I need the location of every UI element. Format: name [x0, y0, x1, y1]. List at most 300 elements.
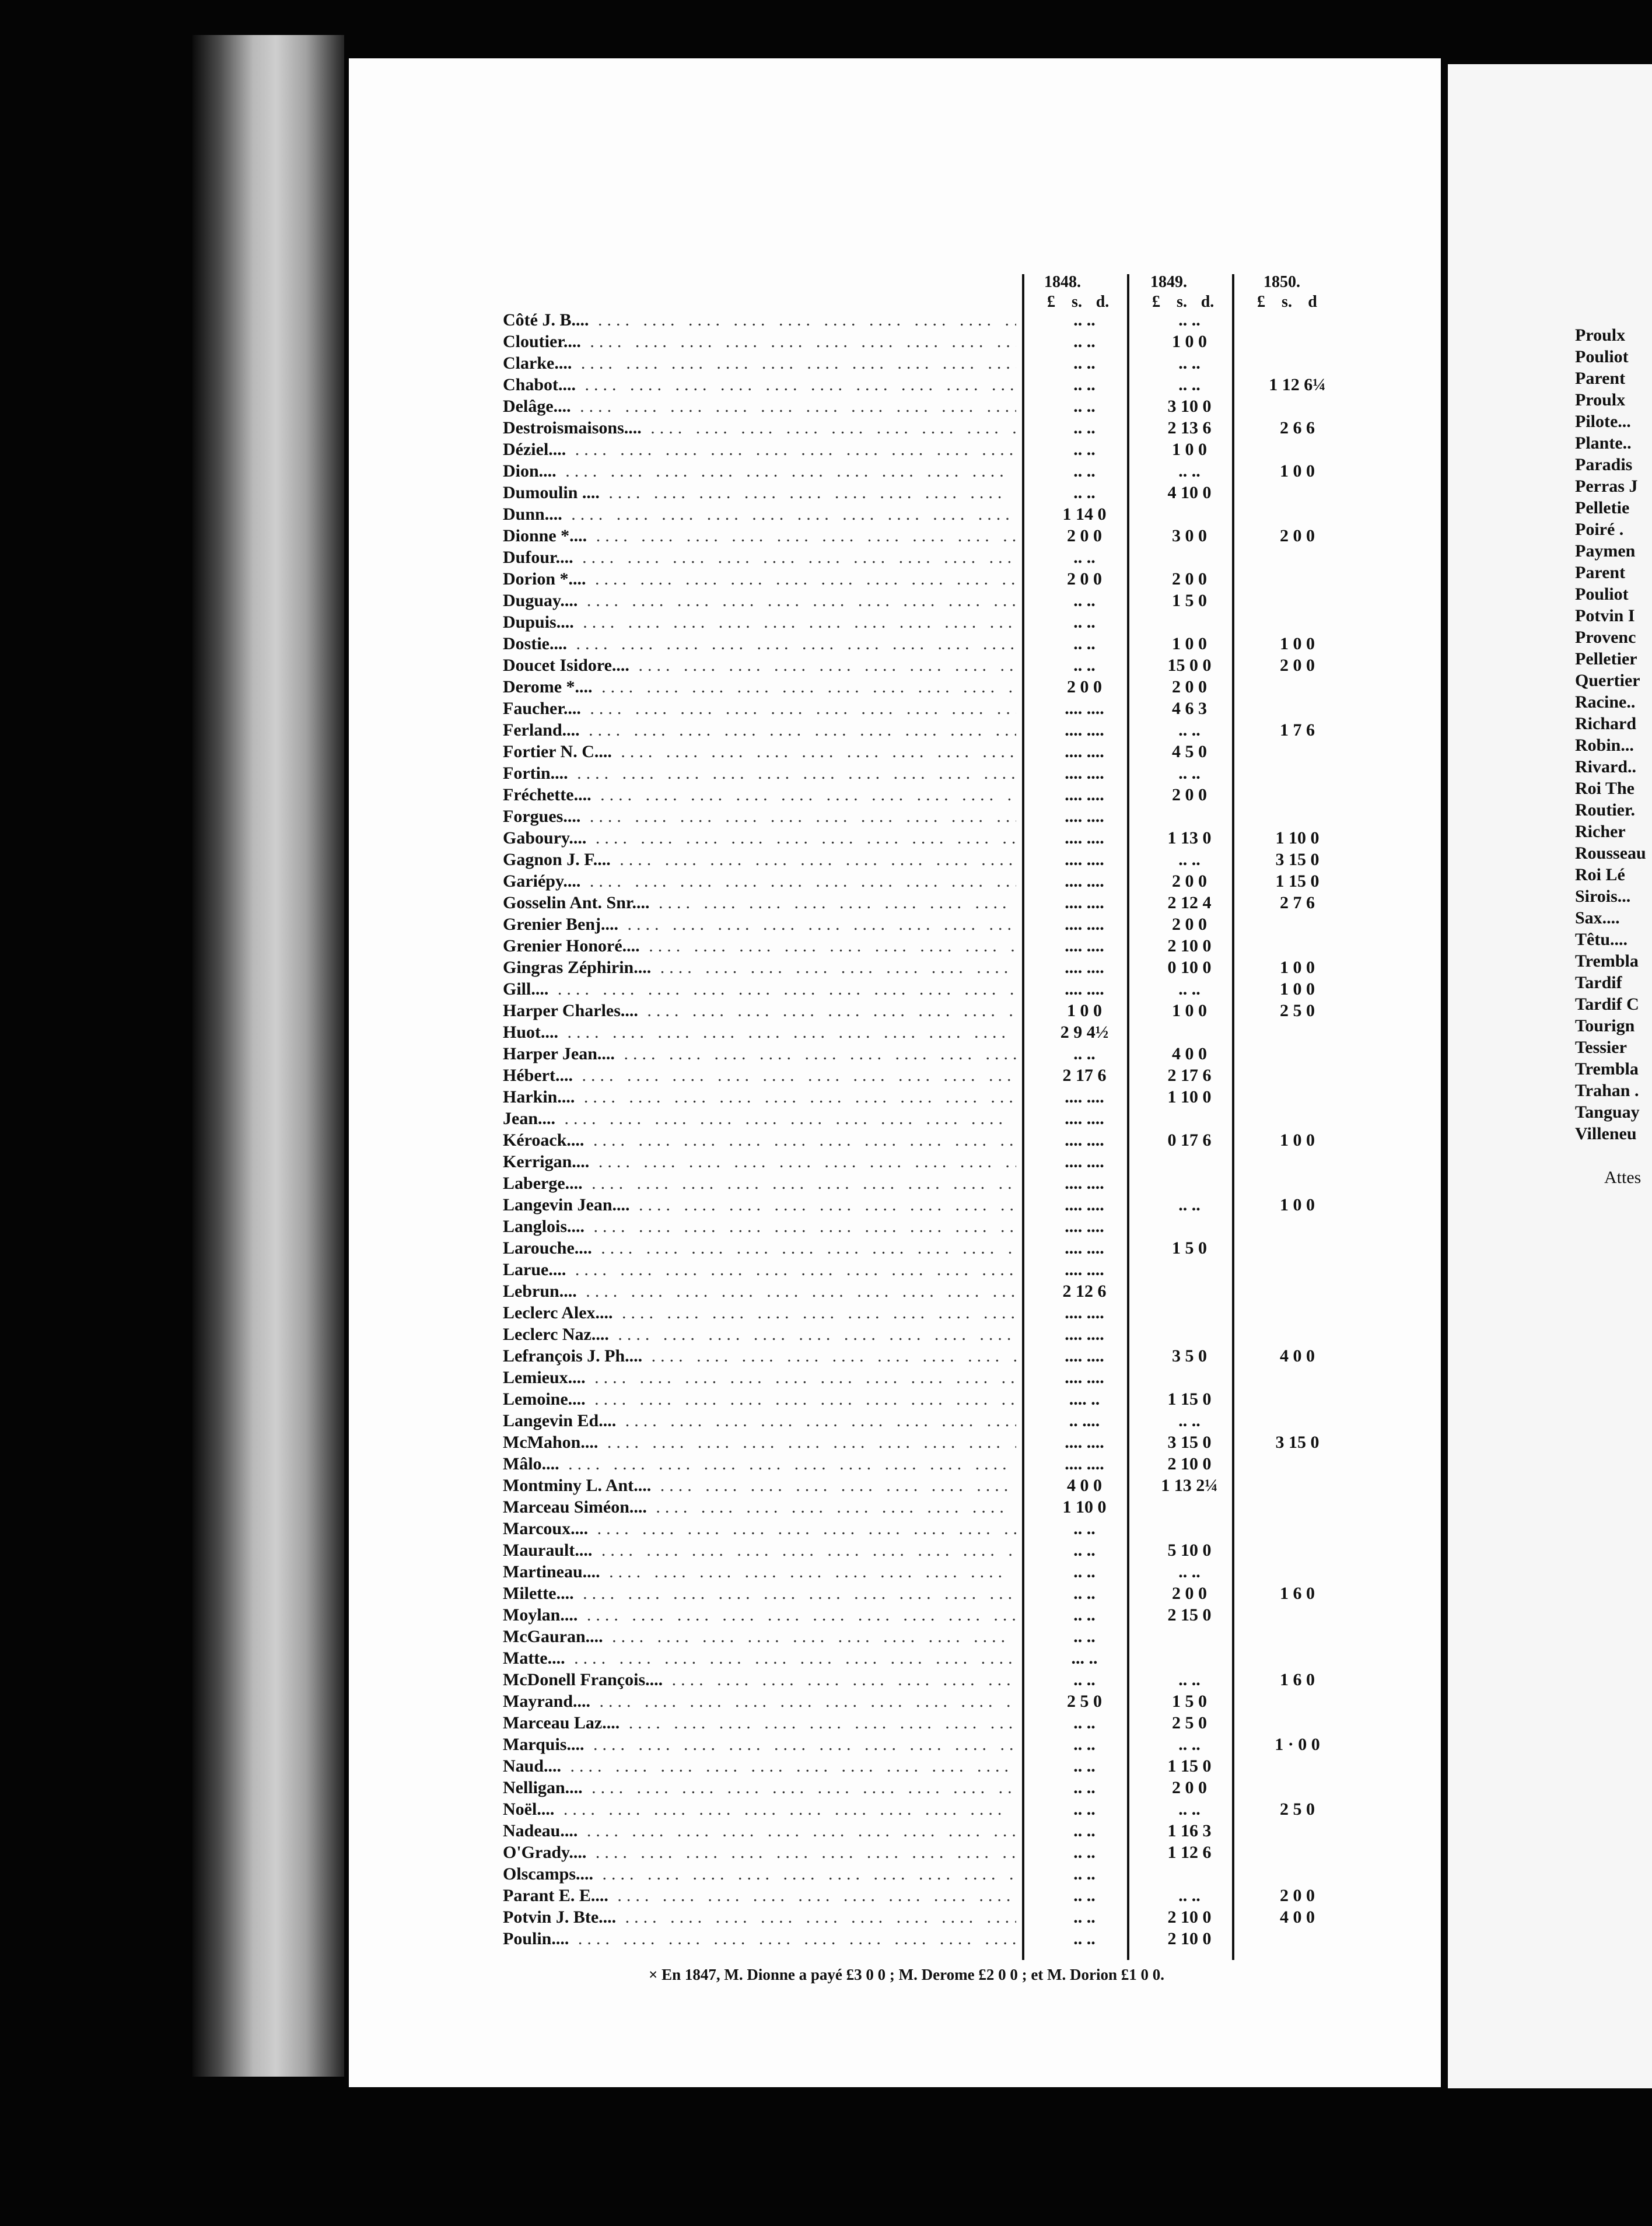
- amount-1848: .. ..: [1073, 1864, 1096, 1884]
- amount-1849: 1 15 0: [1167, 1390, 1212, 1409]
- table-row: [503, 397, 1250, 418]
- amount-1848: .. ..: [1073, 1843, 1096, 1862]
- subscriber-name: Marceau Siméon.... ....: [503, 1497, 1016, 1517]
- amount-1849: 2 0 0: [1172, 872, 1207, 891]
- amount-1850: 3 15 0: [1275, 1433, 1320, 1452]
- amount-1848: .. ....: [1069, 1411, 1100, 1430]
- table-row: [503, 1908, 1315, 1929]
- subscriber-name: Gosselin Ant. Snr.... ....: [503, 893, 1016, 913]
- amount-1848: .. ..: [1073, 354, 1096, 373]
- table-row: [503, 656, 1315, 677]
- subscriber-name: Noël.... ....: [503, 1800, 1016, 1819]
- amount-1848: .. ..: [1073, 1627, 1096, 1646]
- amount-1848: .. ..: [1073, 1584, 1096, 1603]
- amount-1848: 1 10 0: [1062, 1497, 1107, 1517]
- table-row: [503, 1756, 1250, 1778]
- subscriber-name: Derome *.... ....: [503, 677, 1016, 697]
- table-row: [503, 1713, 1250, 1735]
- facing-page-name: Quertier: [1575, 671, 1640, 690]
- amount-1849: 4 0 0: [1172, 1044, 1207, 1063]
- amount-1849: .. ..: [1178, 1670, 1200, 1689]
- amount-1849: 1 12 6: [1167, 1843, 1212, 1862]
- amount-1850: 2 5 0: [1280, 1800, 1315, 1819]
- amount-1848: .... ....: [1065, 1238, 1104, 1258]
- subscriber-name: McMahon.... ....: [503, 1433, 1016, 1452]
- table-row: [503, 872, 1320, 893]
- amount-1849: 1 0 0: [1172, 1001, 1207, 1020]
- facing-page-name: Provenc: [1575, 628, 1636, 647]
- subscriber-name: Mâlo.... ....: [503, 1454, 1016, 1474]
- amount-1848: .... ....: [1065, 1217, 1104, 1236]
- amount-1848: 2 0 0: [1067, 526, 1102, 545]
- amount-1848: .. ..: [1073, 483, 1096, 502]
- subscriber-name: Milette.... ....: [503, 1584, 1016, 1604]
- facing-page-name: Paymen: [1575, 541, 1636, 561]
- footnote: × En 1847, M. Dionne a payé £3 0 0 ; M. Derome £2 0 0 ; et M. Dorion £1 0 0.: [649, 1966, 1165, 1983]
- table-row: [503, 1282, 1250, 1303]
- amount-1848: .. ..: [1073, 1756, 1096, 1776]
- amount-1850: 1 12 6¼: [1269, 375, 1326, 394]
- table-row: [503, 461, 1315, 483]
- amount-1849: 2 0 0: [1172, 785, 1207, 804]
- table-row: [503, 1195, 1315, 1217]
- amount-1848: .... ....: [1065, 1195, 1104, 1214]
- subscriber-name: Harper Charles.... ....: [503, 1001, 1016, 1021]
- amount-1848: .. ..: [1073, 1929, 1096, 1948]
- table-row: [503, 1864, 1250, 1886]
- table-row: [503, 807, 1250, 828]
- facing-page-name: Trahan .: [1575, 1081, 1639, 1100]
- amount-1849: 3 10 0: [1167, 397, 1212, 416]
- table-row: [503, 1584, 1315, 1605]
- unit-pound: £: [1152, 293, 1160, 311]
- amount-1848: .... ....: [1065, 979, 1104, 999]
- table-row: [503, 612, 1250, 634]
- amount-1849: .. ..: [1178, 1195, 1200, 1214]
- subscriber-name: Lemoine.... ....: [503, 1390, 1016, 1409]
- subscriber-name: McGauran.... ....: [503, 1627, 1016, 1647]
- table-row: [503, 1605, 1250, 1627]
- facing-page-names: [1575, 326, 1646, 1146]
- amount-1849: .. ..: [1178, 1735, 1200, 1754]
- amount-1848: 2 0 0: [1067, 569, 1102, 589]
- subscriber-name: Fréchette.... ....: [503, 785, 1016, 805]
- amount-1850: 2 6 6: [1280, 418, 1315, 438]
- table-row: [503, 1325, 1250, 1346]
- amount-1848: .... ....: [1065, 699, 1104, 718]
- subscriber-name: Olscamps.... ....: [503, 1864, 1016, 1884]
- year-1849-header: 1849.: [1150, 273, 1187, 291]
- table-row: [503, 1692, 1250, 1713]
- amount-1849: 2 0 0: [1172, 915, 1207, 934]
- table-row: [503, 958, 1315, 979]
- subscriber-name: Dostie.... ....: [503, 634, 1016, 654]
- amount-1849: .. ..: [1178, 461, 1200, 481]
- amount-1848: .... ....: [1065, 1087, 1104, 1107]
- amount-1849: 0 17 6: [1167, 1130, 1212, 1150]
- subscriber-name: Marquis.... ....: [503, 1735, 1016, 1755]
- amount-1848: .. ..: [1073, 548, 1096, 567]
- table-row: [503, 1346, 1315, 1368]
- table-row: [503, 440, 1250, 461]
- amount-1849: 2 10 0: [1167, 936, 1212, 956]
- amount-1848: .... ....: [1065, 1368, 1104, 1387]
- amount-1849: 2 15 0: [1167, 1605, 1212, 1625]
- subscriber-name: Doucet Isidore.... ....: [503, 656, 1016, 676]
- facing-page-name: Plante..: [1575, 433, 1632, 453]
- table-row: [503, 979, 1315, 1001]
- table-row: [503, 699, 1250, 720]
- amount-1849: 1 5 0: [1172, 591, 1207, 610]
- facing-page-name: Poiré .: [1575, 520, 1624, 539]
- table-row: [503, 720, 1315, 742]
- subscriber-name: Duguay.... ....: [503, 591, 1016, 611]
- table-row: [503, 828, 1320, 850]
- amount-1848: .... ....: [1065, 1454, 1104, 1474]
- amount-1848: .... ....: [1065, 872, 1104, 891]
- facing-page-name: Sax....: [1575, 908, 1620, 928]
- amount-1848: .. ..: [1073, 1562, 1096, 1581]
- subscriber-name: Larue.... ....: [503, 1260, 1016, 1280]
- amount-1848: .... ....: [1065, 720, 1104, 740]
- table-row: [503, 1497, 1250, 1519]
- amount-1850: 1 0 0: [1280, 1130, 1315, 1150]
- amount-1849: 2 0 0: [1172, 677, 1207, 696]
- amount-1849: 2 10 0: [1167, 1929, 1212, 1948]
- amount-1848: .... ....: [1065, 1109, 1104, 1128]
- amount-1849: 0 10 0: [1167, 958, 1212, 977]
- amount-1848: 2 5 0: [1067, 1692, 1102, 1711]
- amount-1848: .. ..: [1073, 310, 1096, 330]
- table-row: [503, 915, 1250, 936]
- subscriber-name: Gariépy.... ....: [503, 872, 1016, 891]
- amount-1848: .... ....: [1065, 1174, 1104, 1193]
- amount-1848: .... ....: [1065, 1325, 1104, 1344]
- amount-1849: 1 5 0: [1172, 1238, 1207, 1258]
- subscriber-name: Ferland.... ....: [503, 720, 1016, 740]
- amount-1848: .... ....: [1065, 742, 1104, 761]
- subscriber-name: Dumoulin .... ....: [503, 483, 1016, 503]
- table-row: [503, 850, 1320, 872]
- amount-1848: .... ....: [1065, 1433, 1104, 1452]
- subscriber-name: Harkin.... ....: [503, 1087, 1016, 1107]
- table-row: [503, 1411, 1250, 1433]
- amount-1850: 1 6 0: [1280, 1670, 1315, 1689]
- amount-1848: 1 0 0: [1067, 1001, 1102, 1020]
- amount-1849: 1 10 0: [1167, 1087, 1212, 1107]
- facing-page-name: Pouliot: [1575, 584, 1629, 604]
- amount-1848: 2 9 4½: [1060, 1023, 1109, 1042]
- units-1849: [1143, 293, 1220, 312]
- subscriber-name: Forgues.... ....: [503, 807, 1016, 827]
- table-row: [503, 1303, 1250, 1325]
- unit-pence: d: [1308, 293, 1317, 311]
- unit-pence: d.: [1096, 293, 1110, 311]
- table-row: [503, 1217, 1250, 1238]
- subscriber-name: Destroismaisons.... ....: [503, 418, 1016, 438]
- subscriber-name: Poulin.... ....: [503, 1929, 1016, 1949]
- subscriber-name: Cloutier.... ....: [503, 332, 1016, 352]
- amount-1848: .. ..: [1073, 1778, 1096, 1797]
- subscriber-name: Langevin Ed.... ....: [503, 1411, 1016, 1431]
- subscriber-name: Moylan.... ....: [503, 1605, 1016, 1625]
- subscriber-name: Kéroack.... ....: [503, 1130, 1016, 1150]
- facing-page-name: Robin...: [1575, 736, 1634, 755]
- subscriber-name: Nelligan.... ....: [503, 1778, 1016, 1798]
- amount-1848: .... ....: [1065, 850, 1104, 869]
- amount-1850: 2 7 6: [1280, 893, 1315, 912]
- amount-1848: .. ..: [1073, 1541, 1096, 1560]
- subscriber-name: Déziel.... ....: [503, 440, 1016, 460]
- amount-1849: 3 5 0: [1172, 1346, 1207, 1366]
- subscriber-name: Dupuis.... ....: [503, 612, 1016, 632]
- table-row: [503, 1044, 1250, 1066]
- amount-1848: .. ..: [1073, 1886, 1096, 1905]
- subscriber-name: Langevin Jean.... ....: [503, 1195, 1016, 1215]
- unit-pound: £: [1047, 293, 1055, 311]
- table-row: [503, 591, 1250, 612]
- table-row: [503, 1152, 1250, 1174]
- amount-1848: .... ....: [1065, 915, 1104, 934]
- amount-1850: 4 0 0: [1280, 1346, 1315, 1366]
- amount-1848: .. ..: [1073, 591, 1096, 610]
- subscriber-name: Martineau.... ....: [503, 1562, 1016, 1582]
- amount-1849: 2 10 0: [1167, 1454, 1212, 1474]
- amount-1848: .. ..: [1073, 634, 1096, 653]
- units-1848: [1038, 293, 1115, 312]
- amount-1848: 2 17 6: [1062, 1066, 1107, 1085]
- subscriber-name: Grenier Benj.... ....: [503, 915, 1016, 935]
- amount-1849: .. ..: [1178, 1886, 1200, 1905]
- table-row: [503, 332, 1250, 354]
- subscriber-name: Chabot.... ....: [503, 375, 1016, 395]
- amount-1848: 4 0 0: [1067, 1476, 1102, 1495]
- amount-1849: .. ..: [1178, 1411, 1200, 1430]
- facing-page-name: Tanguay: [1575, 1102, 1640, 1122]
- subscriber-name: Fortier N. C.... ....: [503, 742, 1016, 762]
- amount-1849: 1 13 0: [1167, 828, 1212, 848]
- amount-1848: .. ..: [1073, 1800, 1096, 1819]
- table-row: [503, 677, 1250, 699]
- amount-1848: .... ....: [1065, 785, 1104, 804]
- table-row: [503, 1433, 1320, 1454]
- facing-page-name: Roi Lé: [1575, 865, 1625, 884]
- amount-1849: .. ..: [1178, 720, 1200, 740]
- amount-1849: .. ..: [1178, 375, 1200, 394]
- amount-1848: .. ..: [1073, 1670, 1096, 1689]
- amount-1849: 1 0 0: [1172, 440, 1207, 459]
- amount-1849: 3 0 0: [1172, 526, 1207, 545]
- facing-page-name: Sirois...: [1575, 887, 1631, 906]
- table-row: [503, 354, 1250, 375]
- amount-1849: 2 17 6: [1167, 1066, 1212, 1085]
- subscriber-name: Delâge.... ....: [503, 397, 1016, 416]
- table-row: [503, 1778, 1250, 1800]
- subscriber-name: Parant E. E.... ....: [503, 1886, 1016, 1906]
- subscriber-name: O'Grady.... ....: [503, 1843, 1016, 1863]
- subscriber-name: Gaboury.... ....: [503, 828, 1016, 848]
- subscriber-name: Gill.... ....: [503, 979, 1016, 999]
- facing-page-name: Richer: [1575, 822, 1626, 841]
- subscriber-name: McDonell François.... ....: [503, 1670, 1016, 1690]
- amount-1848: .... ....: [1065, 828, 1104, 848]
- table-row: [503, 1929, 1250, 1951]
- amount-1849: .. ..: [1178, 850, 1200, 869]
- amount-1850: 1 0 0: [1280, 461, 1315, 481]
- amount-1850: 1 0 0: [1280, 979, 1315, 999]
- amount-1848: .... ..: [1069, 1390, 1100, 1409]
- facing-page-name: Roi The: [1575, 779, 1634, 798]
- table-row: [503, 1023, 1250, 1044]
- subscriber-name: Maurault.... ....: [503, 1541, 1016, 1560]
- table-row: [503, 1238, 1250, 1260]
- amount-1850: 2 0 0: [1280, 1886, 1315, 1905]
- subscriber-name: Marceau Laz.... ....: [503, 1713, 1016, 1733]
- amount-1849: 2 0 0: [1172, 1584, 1207, 1603]
- amount-1848: .... ....: [1065, 1260, 1104, 1279]
- table-row: [503, 526, 1315, 548]
- amount-1848: .... ....: [1065, 958, 1104, 977]
- table-row: [503, 1260, 1250, 1282]
- amount-1848: 1 14 0: [1062, 505, 1107, 524]
- table-row: [503, 1476, 1250, 1497]
- subscriber-name: Clarke.... ....: [503, 354, 1016, 373]
- facing-page-name: Pelletier: [1575, 649, 1637, 668]
- table-row: [503, 936, 1250, 958]
- amount-1848: .. ..: [1073, 1713, 1096, 1732]
- table-row: [503, 1368, 1250, 1390]
- facing-page-name: Routier.: [1575, 800, 1636, 820]
- subscriber-name: Marcoux.... ....: [503, 1519, 1016, 1539]
- amount-1849: .. ..: [1178, 1562, 1200, 1581]
- subscriber-name: Dufour.... ....: [503, 548, 1016, 568]
- amount-1848: .. ..: [1073, 1519, 1096, 1538]
- amount-1849: 2 5 0: [1172, 1713, 1207, 1732]
- subscriber-name: Potvin J. Bte.... ....: [503, 1908, 1016, 1927]
- amount-1848: .... ....: [1065, 1346, 1104, 1366]
- subscriber-name: Laberge.... ....: [503, 1174, 1016, 1194]
- facing-page-name: Pouliot: [1575, 347, 1629, 366]
- table-row: [503, 1735, 1320, 1756]
- amount-1850: 2 0 0: [1280, 526, 1315, 545]
- amount-1850: 1 10 0: [1275, 828, 1320, 848]
- amount-1849: .. ..: [1178, 764, 1200, 783]
- amount-1848: .. ..: [1073, 612, 1096, 632]
- subscriber-name: Lebrun.... ....: [503, 1282, 1016, 1301]
- amount-1848: .. ..: [1073, 418, 1096, 438]
- subscriber-name: Lefrançois J. Ph.... ....: [503, 1346, 1016, 1366]
- subscriber-name: Faucher.... ....: [503, 699, 1016, 719]
- amount-1848: .. ..: [1073, 1908, 1096, 1927]
- facing-page-name: Richard: [1575, 714, 1636, 733]
- subscriber-name: Dion.... ....: [503, 461, 1016, 481]
- subscriber-name: Larouche.... ....: [503, 1238, 1016, 1258]
- amount-1849: 1 5 0: [1172, 1692, 1207, 1711]
- table-row: [503, 1390, 1250, 1411]
- amount-1850: 3 15 0: [1275, 850, 1320, 869]
- subscriber-name: Grenier Honoré.... ....: [503, 936, 1016, 956]
- table-row: [503, 1130, 1315, 1152]
- amount-1849: 1 0 0: [1172, 332, 1207, 351]
- table-row: [503, 1174, 1250, 1195]
- units-1850: [1248, 293, 1325, 312]
- amount-1848: .... ....: [1065, 807, 1104, 826]
- amount-1848: .... ....: [1065, 1130, 1104, 1150]
- table-row: [503, 742, 1250, 764]
- subscriber-name: Gagnon J. F.... ....: [503, 850, 1016, 870]
- facing-page-name: Pilote...: [1575, 412, 1631, 431]
- subscriber-name: Naud.... ....: [503, 1756, 1016, 1776]
- amount-1849: 2 13 6: [1167, 418, 1212, 438]
- year-1850-header: 1850.: [1264, 273, 1300, 291]
- subscriber-name: Lemieux.... ....: [503, 1368, 1016, 1388]
- subscriber-name: Nadeau.... ....: [503, 1821, 1016, 1841]
- facing-page-name: Perras J: [1575, 477, 1638, 496]
- subscriber-name: Leclerc Alex.... ....: [503, 1303, 1016, 1323]
- table-row: [503, 1886, 1315, 1908]
- facing-page-name: Paradis: [1575, 455, 1633, 474]
- table-row: [503, 569, 1250, 591]
- amount-1850: 2 5 0: [1280, 1001, 1315, 1020]
- amount-1848: .... ....: [1065, 764, 1104, 783]
- amount-1850: 1 0 0: [1280, 1195, 1315, 1214]
- facing-page-name: Trembla: [1575, 951, 1639, 971]
- subscriber-name: Mayrand.... ....: [503, 1692, 1016, 1712]
- subscriber-name: Matte.... ....: [503, 1648, 1016, 1668]
- table-row: [503, 1670, 1315, 1692]
- amount-1849: 2 10 0: [1167, 1908, 1212, 1927]
- table-row: [503, 1800, 1315, 1821]
- amount-1848: .. ..: [1073, 397, 1096, 416]
- facing-page-name: Racine..: [1575, 692, 1636, 712]
- table-row: [503, 310, 1250, 332]
- table-row: [503, 1627, 1250, 1648]
- amount-1848: .. ..: [1073, 375, 1096, 394]
- amount-1848: .... ....: [1065, 1152, 1104, 1171]
- subscriber-name: Côté J. B.... ....: [503, 310, 1016, 330]
- unit-pound: £: [1257, 293, 1265, 311]
- amount-1848: .. ..: [1073, 440, 1096, 459]
- facing-page-name: Pelletie: [1575, 498, 1630, 517]
- table-row: [503, 505, 1250, 526]
- book-fore-edge: [192, 35, 344, 2077]
- amount-1850: 1 · 0 0: [1275, 1735, 1320, 1754]
- unit-shilling: s.: [1177, 293, 1187, 311]
- table-row: [503, 1821, 1250, 1843]
- table-row: [503, 1562, 1250, 1584]
- facing-page-name: Tessier: [1575, 1038, 1627, 1057]
- table-row: [503, 1454, 1250, 1476]
- amount-1850: 1 0 0: [1280, 634, 1315, 653]
- facing-page-name: Proulx: [1575, 390, 1626, 410]
- subscriber-name: Hébert.... ....: [503, 1066, 1016, 1086]
- amount-1849: 2 0 0: [1172, 569, 1207, 589]
- amount-1849: 3 15 0: [1167, 1433, 1212, 1452]
- subscription-table: [503, 310, 1326, 1951]
- amount-1849: 4 10 0: [1167, 483, 1212, 502]
- table-row: [503, 1843, 1250, 1864]
- subscriber-name: Montminy L. Ant.... ....: [503, 1476, 1016, 1496]
- amount-1848: 2 12 6: [1062, 1282, 1107, 1301]
- facing-page-name: Rivard..: [1575, 757, 1636, 776]
- year-1848-header: 1848.: [1044, 273, 1081, 291]
- subscriber-name: Dunn.... ....: [503, 505, 1016, 524]
- unit-shilling: s.: [1282, 293, 1292, 311]
- amount-1849: 2 0 0: [1172, 1778, 1207, 1797]
- table-row: [503, 375, 1326, 397]
- amount-1848: .... ....: [1065, 893, 1104, 912]
- facing-page-name: Villeneu: [1575, 1124, 1637, 1143]
